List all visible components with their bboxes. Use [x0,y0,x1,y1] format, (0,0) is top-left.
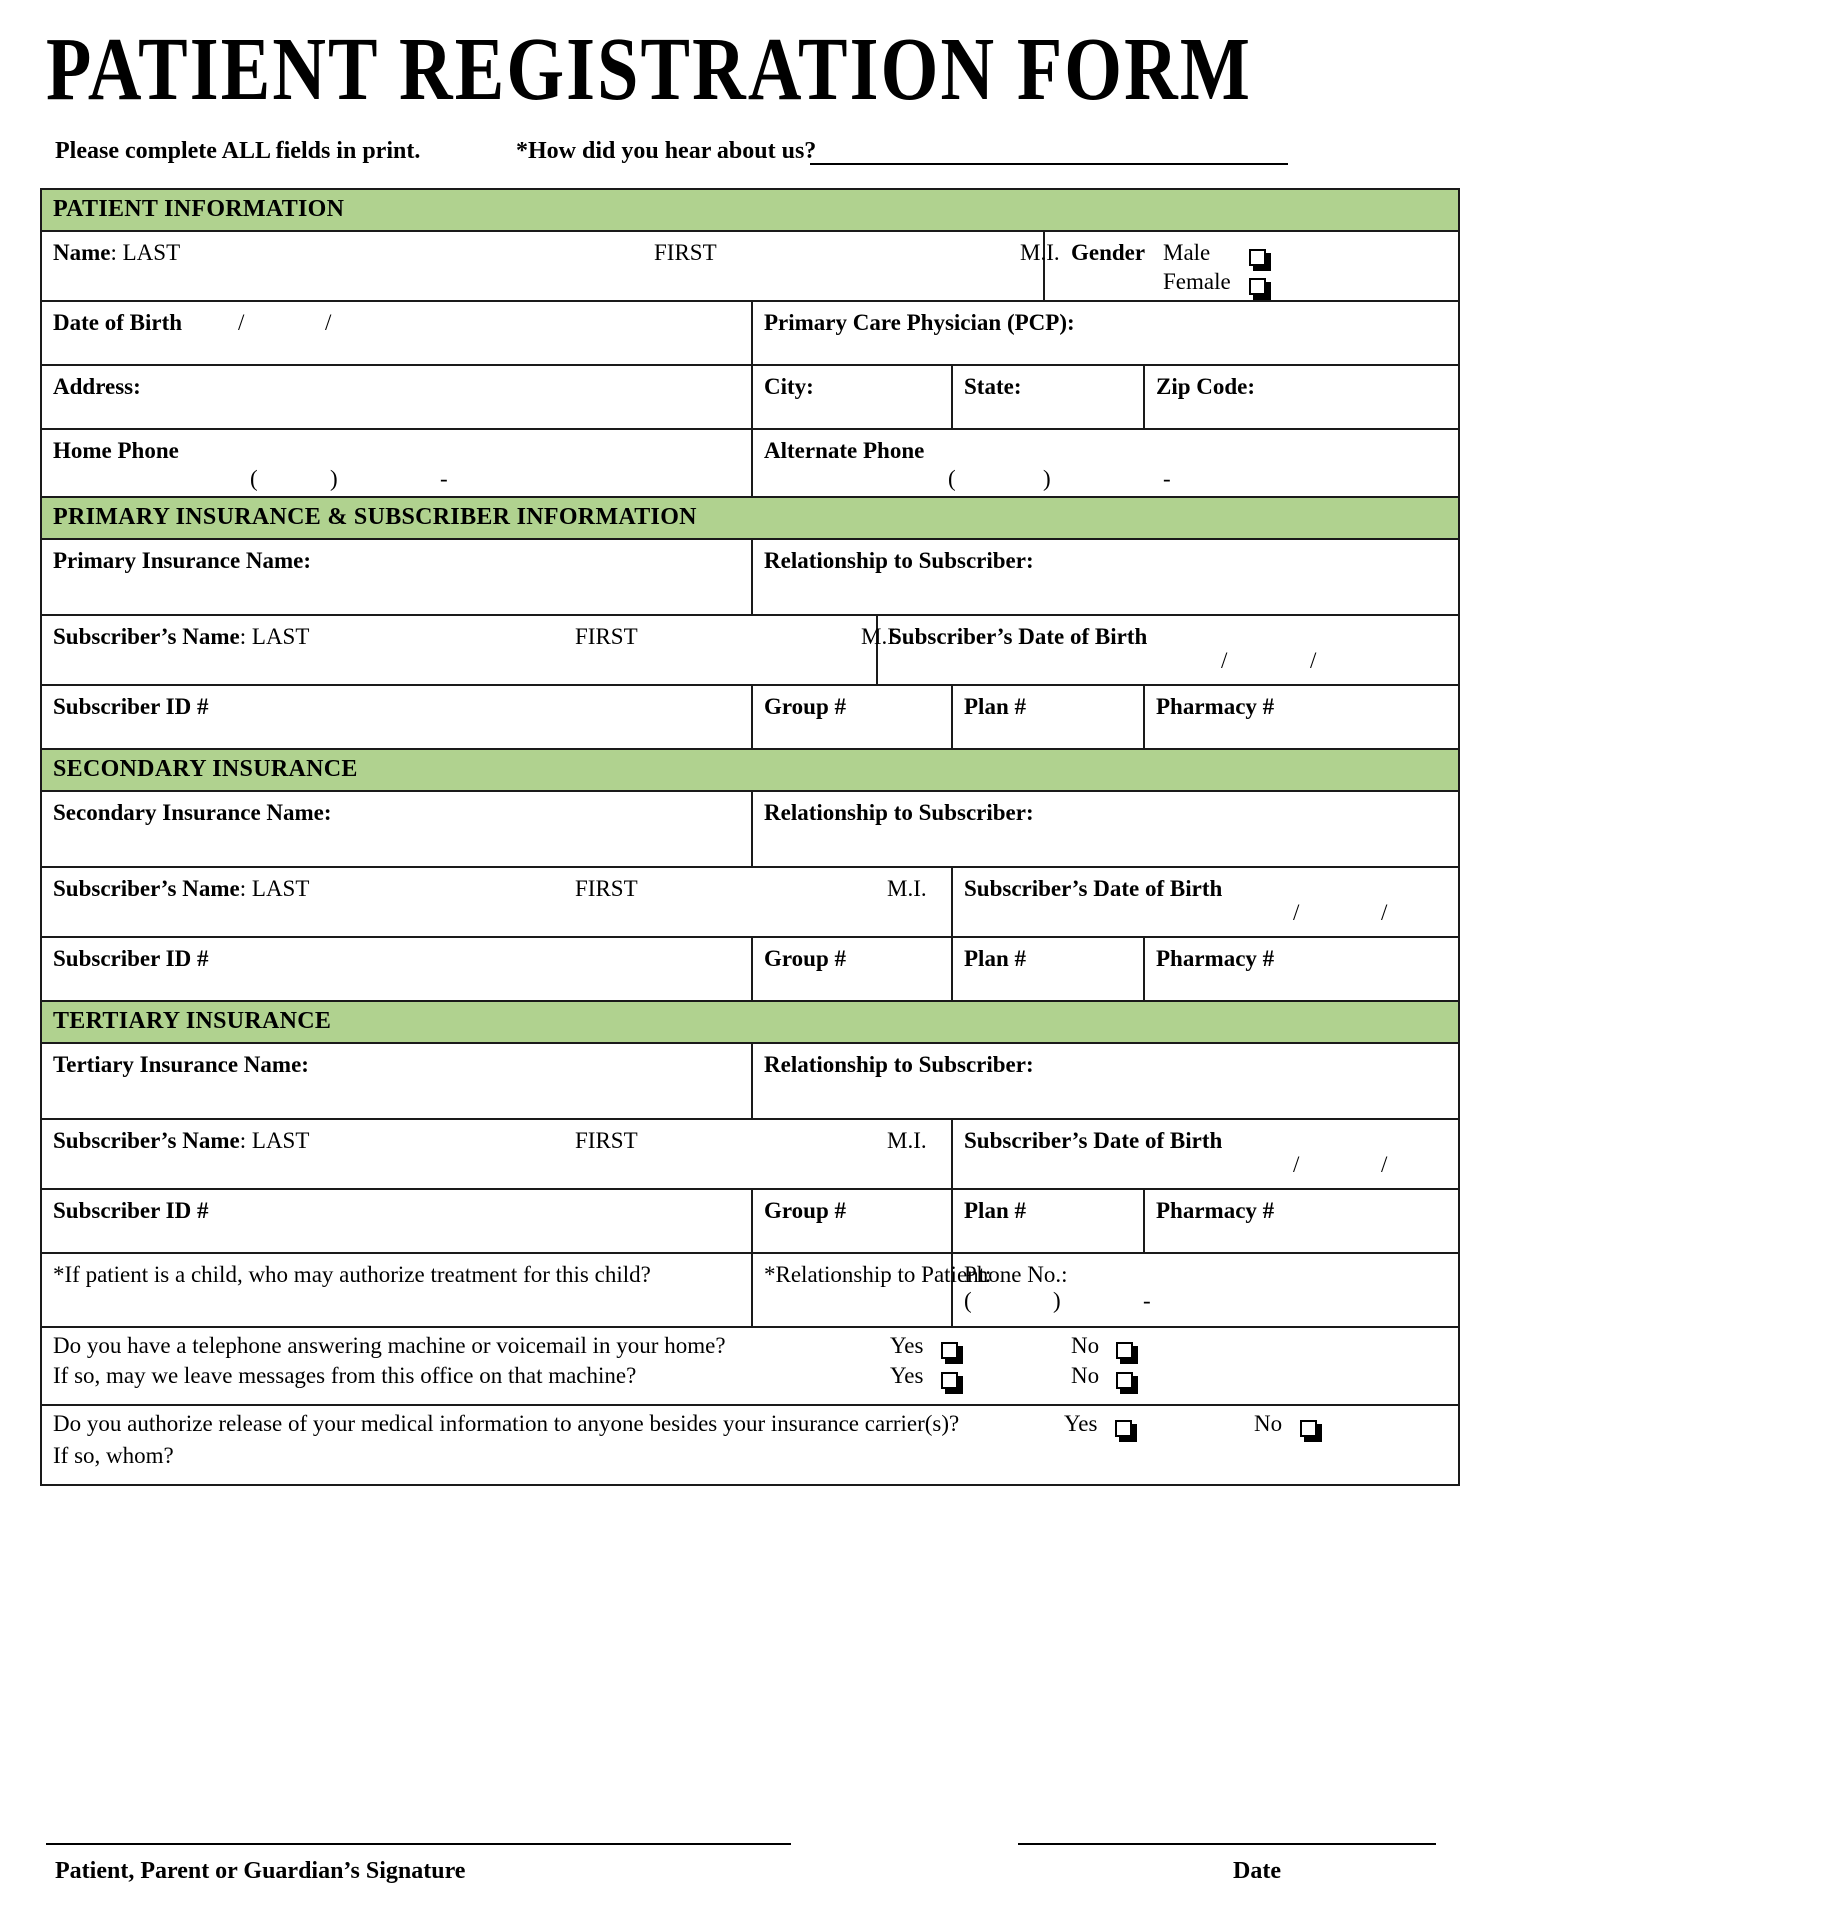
tertiary-relationship-label: Relationship to Subscriber: [764,1052,1034,1077]
child-phone-label: Phone No.: [964,1262,1068,1287]
home-phone-open-paren: ( [250,466,258,491]
secondary-subscriber-dob-cell [953,868,1458,925]
row-primary-subscriber-ids [41,685,1459,749]
primary-subscriber-name-label: Subscriber’s Name [53,624,240,649]
section-header-primary-insurance [41,497,1459,539]
primary-subscriber-dob-slash-1: / [1221,648,1228,673]
secondary-subscriber-name-cell: Subscriber’s Name: LAST FIRST M.I. [53,876,927,901]
child-authorization-question: *If patient is a child, who may authorize treatment for this child? [53,1262,651,1287]
field-tertiary-subscriber-name[interactable] [41,1119,952,1189]
section-row-secondary-insurance [41,749,1459,791]
tertiary-pharmacy-label: Pharmacy # [1156,1198,1275,1223]
dob-slash-1: / [238,310,245,335]
field-secondary-subscriber-id[interactable] [41,937,752,1001]
secondary-relationship-cell [753,792,1458,826]
section-header-patient-information-label: PATIENT INFORMATION [53,196,345,222]
pcp-label: Primary Care Physician (PCP): [764,310,1075,335]
row-answering-machine-questions [41,1327,1459,1405]
secondary-subscriber-dob-label: Subscriber’s Date of Birth [964,876,1223,901]
row-primary-insurance-name [41,539,1459,615]
field-primary-subscriber-name[interactable] [41,615,901,685]
primary-insurance-name-cell [42,540,751,574]
primary-relationship-cell [753,540,1458,574]
field-tertiary-pharmacy-number[interactable] [1144,1189,1459,1253]
field-patient-gender[interactable] [1044,231,1459,301]
field-address[interactable] [41,365,752,429]
primary-subscriber-name-cell: Subscriber’s Name: LAST FIRST M.I. [53,624,901,649]
tertiary-subscriber-id-label: Subscriber ID # [53,1198,209,1223]
section-row-tertiary-insurance [41,1001,1459,1043]
leave-messages-question: If so, may we leave messages from this office on that machine? [53,1363,637,1388]
pcp-cell [753,302,1458,336]
alternate-phone-dash: - [1163,466,1171,491]
leave-messages-yes-label: Yes [890,1363,924,1388]
zip-code-label: Zip Code: [1156,374,1256,399]
primary-subscriber-id-cell [42,686,751,720]
home-phone-cell [42,430,751,491]
field-primary-plan-number[interactable] [952,685,1144,749]
field-tertiary-subscriber-id[interactable] [41,1189,752,1253]
tertiary-insurance-name-label: Tertiary Insurance Name: [53,1052,309,1077]
page-title: PATIENT REGISTRATION FORM [46,20,1252,120]
primary-subscriber-first-hint: FIRST [575,624,638,649]
patient-name-label: Name [53,240,111,265]
section-header-secondary-insurance-label: SECONDARY INSURANCE [53,756,358,782]
patient-name-mi-hint: M.I. [1020,240,1060,265]
secondary-insurance-name-cell [42,792,751,826]
alternate-phone-label: Alternate Phone [764,438,925,463]
dob-slash-2: / [325,310,332,335]
field-primary-subscriber-dob[interactable] [877,615,1459,685]
row-secondary-insurance-name [41,791,1459,867]
field-secondary-subscriber-name[interactable] [41,867,952,937]
primary-plan-cell [953,686,1143,720]
secondary-subscriber-mi-hint: M.I. [887,876,927,901]
state-cell [953,366,1143,400]
row-tertiary-subscriber-ids [41,1189,1459,1253]
field-tertiary-insurance-name[interactable] [41,1043,752,1119]
alternate-phone-close-paren: ) [1043,466,1051,491]
tertiary-plan-label: Plan # [964,1198,1026,1223]
address-cell [42,366,751,400]
field-child-authorizer[interactable] [41,1253,752,1327]
signature-date-input-line[interactable] [1018,1843,1436,1845]
primary-subscriber-dob-slash-2: / [1310,648,1317,673]
field-secondary-insurance-name[interactable] [41,791,752,867]
tertiary-subscriber-id-cell [42,1190,751,1224]
secondary-subscriber-id-label: Subscriber ID # [53,946,209,971]
primary-subscriber-dob-label: Subscriber’s Date of Birth [889,624,1148,649]
gender-female-checkbox[interactable] [1249,274,1268,300]
tertiary-group-label: Group # [764,1198,847,1223]
field-secondary-relationship-to-subscriber[interactable] [752,791,1459,867]
answering-machine-question: Do you have a telephone answering machine or voicemail in your home? [53,1333,726,1358]
home-phone-label: Home Phone [53,438,179,463]
field-secondary-group-number[interactable] [752,937,952,1001]
tertiary-subscriber-name-label: Subscriber’s Name [53,1128,240,1153]
field-alternate-phone[interactable] [752,429,1459,497]
primary-relationship-label: Relationship to Subscriber: [764,548,1034,573]
row-child-authorization [41,1253,1459,1327]
field-home-phone[interactable] [41,429,752,497]
patient-gender-cell [1045,232,1458,294]
child-authorizer-cell [42,1254,751,1288]
row-address [41,365,1459,429]
field-zip-code[interactable] [1144,365,1459,429]
field-child-relationship-to-patient[interactable] [752,1253,992,1327]
field-primary-care-physician[interactable] [752,301,1459,365]
field-tertiary-plan-number[interactable] [952,1189,1144,1253]
field-answering-machine-questions [41,1327,1459,1405]
tertiary-group-cell [753,1190,951,1224]
field-state[interactable] [952,365,1144,429]
release-info-question: Do you authorize release of your medical information to anyone besides your insurance carrier(s)? [53,1411,960,1436]
tertiary-plan-cell [953,1190,1143,1224]
if-so-whom-label: If so, whom? [53,1443,174,1468]
zip-code-cell [1145,366,1458,400]
field-tertiary-group-number[interactable] [752,1189,952,1253]
city-label: City: [764,374,814,399]
section-header-primary-insurance-label: PRIMARY INSURANCE & SUBSCRIBER INFORMATION [53,504,697,530]
secondary-subscriber-dob-slash-2: / [1381,900,1388,925]
tertiary-subscriber-mi-hint: M.I. [887,1128,927,1153]
primary-subscriber-last-hint: LAST [251,624,310,649]
answering-machine-yes-checkbox[interactable] [941,1338,960,1364]
release-authorization-cell [42,1406,1458,1468]
alternate-phone-open-paren: ( [948,466,956,491]
primary-insurance-name-label: Primary Insurance Name: [53,548,312,573]
alternate-phone-cell [753,430,1458,491]
leave-messages-no-label: No [1071,1363,1100,1388]
signature-input-line[interactable] [46,1843,791,1845]
row-tertiary-subscriber-name [41,1119,1459,1189]
section-row-primary-insurance [41,497,1459,539]
secondary-pharmacy-cell [1145,938,1458,972]
secondary-group-cell [753,938,951,972]
child-phone-dash: - [1143,1288,1151,1313]
answering-machine-yes-label: Yes [890,1333,924,1358]
row-secondary-subscriber-ids [41,937,1459,1001]
field-child-phone-number[interactable] [952,1253,1459,1327]
field-primary-subscriber-id[interactable] [41,685,752,749]
field-city[interactable] [752,365,952,429]
tertiary-relationship-cell [753,1044,1458,1078]
child-relationship-label: *Relationship to Patient: [764,1262,992,1287]
field-secondary-pharmacy-number[interactable] [1144,937,1459,1001]
section-header-patient-information [41,189,1459,231]
patient-name-first-hint: FIRST [654,240,717,265]
home-phone-dash: - [440,466,448,491]
row-release-authorization [41,1405,1459,1485]
row-phones [41,429,1459,497]
gender-male-label: Male [1163,240,1211,265]
gender-male-checkbox[interactable] [1249,245,1268,271]
field-tertiary-subscriber-dob[interactable] [952,1119,1459,1189]
signature-label: Patient, Parent or Guardian’s Signature [55,1858,466,1884]
tertiary-insurance-name-cell [42,1044,751,1078]
answering-machine-no-label: No [1071,1333,1100,1358]
row-patient-name [41,231,1459,301]
signature-date-label: Date [1233,1858,1281,1884]
leave-messages-no-checkbox[interactable] [1116,1368,1135,1394]
field-primary-group-number[interactable] [752,685,952,749]
field-primary-pharmacy-number[interactable] [1144,685,1459,749]
secondary-subscriber-id-cell [42,938,751,972]
child-relationship-cell [753,1254,992,1288]
section-header-tertiary-insurance-label: TERTIARY INSURANCE [53,1008,332,1034]
answering-machine-no-checkbox[interactable] [1116,1338,1135,1364]
release-info-no-checkbox[interactable] [1300,1416,1319,1442]
secondary-plan-cell [953,938,1143,972]
child-phone-cell [953,1254,1458,1313]
tertiary-subscriber-dob-slash-1: / [1293,1152,1300,1177]
release-info-yes-checkbox[interactable] [1115,1416,1134,1442]
field-primary-relationship-to-subscriber[interactable] [752,539,1459,615]
row-primary-subscriber-name [41,615,1459,685]
release-info-no-label: No [1254,1411,1283,1436]
print-instruction-text: Please complete ALL fields in print. [55,138,421,164]
primary-plan-label: Plan # [964,694,1026,719]
tertiary-subscriber-last-hint: LAST [251,1128,310,1153]
secondary-subscriber-dob-slash-1: / [1293,900,1300,925]
field-release-authorization [41,1405,1459,1485]
referral-question-label: *How did you hear about us? [516,138,817,164]
tertiary-subscriber-dob-slash-2: / [1381,1152,1388,1177]
child-phone-close-paren: ) [1053,1288,1061,1313]
secondary-insurance-name-label: Secondary Insurance Name: [53,800,332,825]
registration-form-table [40,188,1460,1486]
leave-messages-yes-checkbox[interactable] [941,1368,960,1394]
field-primary-insurance-name[interactable] [41,539,752,615]
primary-subscriber-dob-cell [878,616,1458,673]
primary-subscriber-mi-hint: M.I. [861,624,901,649]
release-info-yes-label: Yes [1064,1411,1098,1436]
secondary-subscriber-first-hint: FIRST [575,876,638,901]
date-of-birth-cell [42,302,751,336]
secondary-subscriber-name-label: Subscriber’s Name [53,876,240,901]
section-row-patient-information [41,189,1459,231]
tertiary-subscriber-name-cell: Subscriber’s Name: LAST FIRST M.I. [53,1128,927,1153]
state-label: State: [964,374,1022,399]
secondary-subscriber-last-hint: LAST [251,876,310,901]
patient-name-last-hint: LAST [122,240,181,265]
section-header-secondary-insurance [41,749,1459,791]
row-dob-pcp [41,301,1459,365]
tertiary-subscriber-dob-label: Subscriber’s Date of Birth [964,1128,1223,1153]
patient-name-cell: Name: LAST FIRST M.I. [53,240,1060,265]
city-cell [753,366,951,400]
field-patient-name[interactable] [41,231,1060,301]
secondary-group-label: Group # [764,946,847,971]
secondary-plan-label: Plan # [964,946,1026,971]
secondary-relationship-label: Relationship to Subscriber: [764,800,1034,825]
primary-group-label: Group # [764,694,847,719]
tertiary-pharmacy-cell [1145,1190,1458,1224]
tertiary-subscriber-first-hint: FIRST [575,1128,638,1153]
tertiary-subscriber-dob-cell [953,1120,1458,1177]
field-secondary-plan-number[interactable] [952,937,1144,1001]
referral-source-input-line[interactable] [810,163,1288,165]
primary-pharmacy-label: Pharmacy # [1156,694,1275,719]
secondary-pharmacy-label: Pharmacy # [1156,946,1275,971]
form-instructions-row [55,138,1755,165]
gender-female-label: Female [1163,269,1231,294]
field-secondary-subscriber-dob[interactable] [952,867,1459,937]
field-date-of-birth[interactable] [41,301,752,365]
row-tertiary-insurance-name [41,1043,1459,1119]
row-secondary-subscriber-name [41,867,1459,937]
primary-subscriber-id-label: Subscriber ID # [53,694,209,719]
section-header-tertiary-insurance [41,1001,1459,1043]
gender-label: Gender [1071,240,1146,265]
address-label: Address: [53,374,141,399]
primary-group-cell [753,686,951,720]
primary-pharmacy-cell [1145,686,1458,720]
child-phone-open-paren: ( [964,1288,972,1313]
answering-machine-questions-cell [42,1328,1458,1388]
date-of-birth-label: Date of Birth [53,310,183,335]
field-tertiary-relationship-to-subscriber[interactable] [752,1043,1459,1119]
home-phone-close-paren: ) [330,466,338,491]
